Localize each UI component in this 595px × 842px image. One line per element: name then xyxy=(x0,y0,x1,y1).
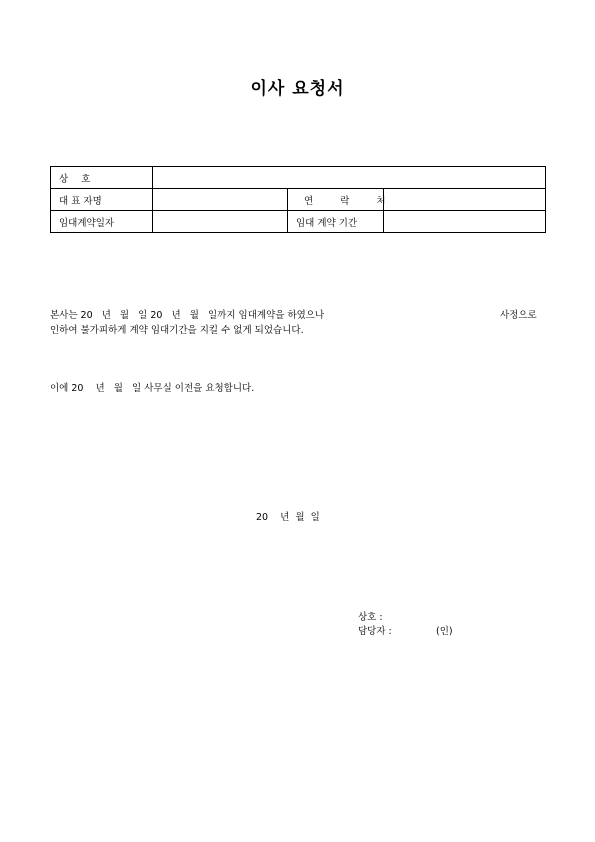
date-line: 20 년 월 일 xyxy=(256,512,320,523)
table-row-company xyxy=(51,167,546,189)
body-line-2: 인하여 불가피하게 계약 임대기간을 지킬 수 없게 되었습니다. xyxy=(50,325,304,336)
company-label: 상 호 xyxy=(51,167,153,189)
document-title: 이사 요청서 xyxy=(250,79,345,99)
body-line-1-tail: 사정으로 xyxy=(500,310,537,321)
lease-date-value-field[interactable] xyxy=(153,211,288,233)
lease-period-label: 임대 계약 기간 xyxy=(288,211,384,233)
info-table xyxy=(50,166,546,233)
seal-mark: (인) xyxy=(436,626,453,637)
signature-company-label: 상호 : xyxy=(358,612,383,623)
lease-date-label: 임대계약일자 xyxy=(51,211,153,233)
contact-label: 연 락 처 xyxy=(288,189,384,211)
contact-value-field[interactable] xyxy=(384,189,546,211)
company-value-field[interactable] xyxy=(153,167,546,189)
lease-period-value-field[interactable] xyxy=(384,211,546,233)
table-row-representative xyxy=(51,189,546,211)
signature-manager-label: 담당자 : xyxy=(358,626,392,637)
representative-label: 대 표 자명 xyxy=(51,189,153,211)
table-row-lease xyxy=(51,211,546,233)
representative-value-field[interactable] xyxy=(153,189,288,211)
body-line-1: 본사는 20 년 월 일 20 년 월 일까지 임대계약을 하였으나 xyxy=(50,310,325,321)
body-line-3: 이에 20 년 월 일 사무실 이전을 요청합니다. xyxy=(50,383,255,394)
